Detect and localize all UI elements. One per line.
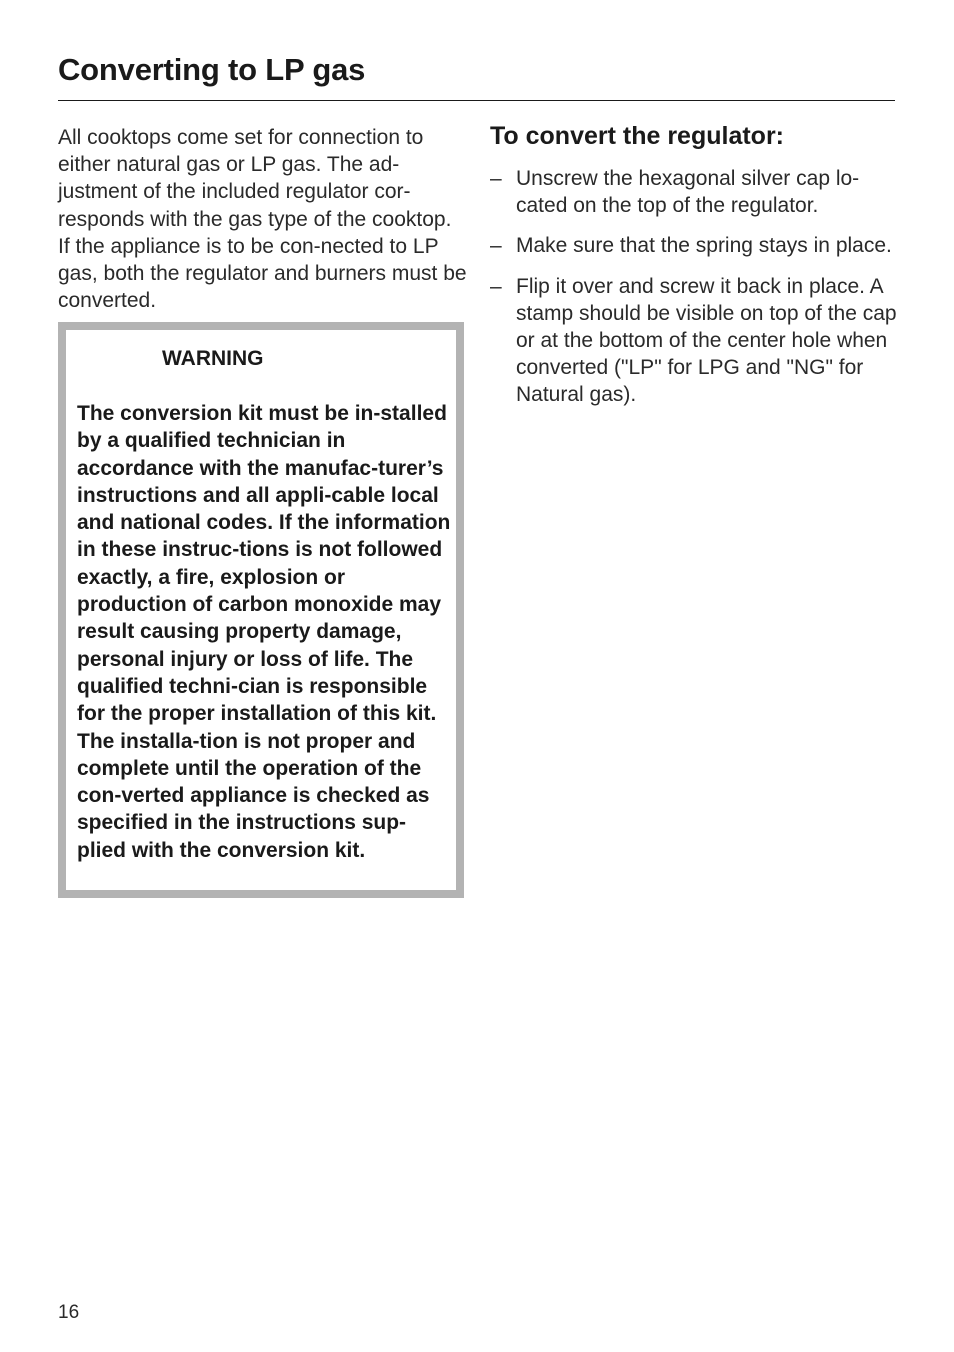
list-item — [490, 232, 900, 259]
warning-heading: WARNING — [162, 347, 264, 370]
dash-bullet: – — [490, 274, 502, 298]
list-item — [490, 165, 900, 219]
list-item — [490, 273, 900, 409]
dash-bullet: – — [490, 167, 502, 190]
warning-box — [58, 322, 464, 898]
step-text: Flip it over and screw it back in place. A stamp should be visible on top of the cap or at the bottom of the center hole when converted ("LP" for LPG and "NG" for Natural gas). — [516, 274, 897, 407]
intro-paragraph: All cooktops come set for connection to either natural gas or LP gas. The ad-justment of the included regulator cor-responds with the gas type of the cooktop. If the appliance is to be con-nected to LP gas, both the regulator and burners must be converted. — [58, 126, 467, 313]
title-divider — [58, 100, 895, 101]
step-text: Unscrew the hexagonal silver cap lo-cated on the top of the regulator. — [516, 167, 860, 218]
section-heading-convert-regulator: To convert the regulator: — [490, 122, 785, 150]
warning-box-inner — [66, 330, 456, 890]
page-number: 16 — [58, 1302, 80, 1323]
page-title: Converting to LP gas — [58, 52, 366, 87]
regulator-steps-list — [490, 165, 900, 422]
dash-bullet: – — [490, 234, 502, 258]
step-text: Make sure that the spring stays in place. — [516, 234, 892, 258]
warning-text: The conversion kit must be in-stalled by a qualified technician in accordance with the manufac-turer’s instructions and all appli-cable local and national codes. If the information in these instruc-tions is not followed exactly, a fire, explosion or production of carbon monoxide may result causing property damage, personal injury or loss of life. The qualified techni-cian is responsible for the proper installation of this kit. The installa-tion is not proper and complete until the operation of the con-verted appliance is checked as specified in the instructions sup-plied with the conversion kit. — [77, 402, 451, 862]
